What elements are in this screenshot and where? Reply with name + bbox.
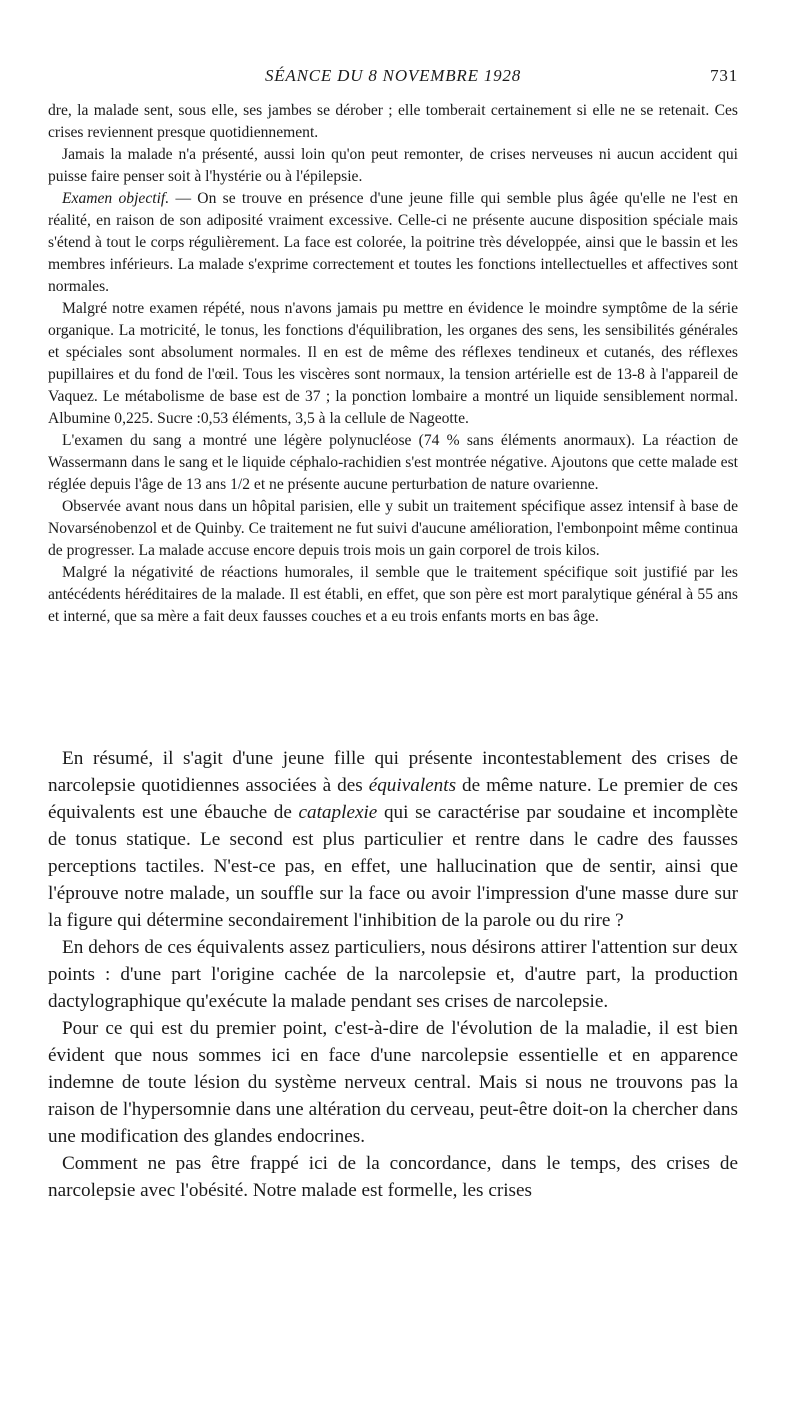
paragraph-neurological-exam: Malgré notre examen répété, nous n'avons jamais pu mettre en évidence le moindre symptôme de la série organique. La motricité, le tonus, les fonctions d'équilibration, les organes des sens, les sensibilités générales et spéciales sont absolument normales. Il en est de même des réflexes tendineux et cutanés, des réflexes pupillaires et du fond de l'œil. Tous les viscères sont normaux, la tension artérielle est de 13-8 à l'appareil de Vaquez. Le métabolisme de base est de 37 ; la ponction lombaire a montré un liquide sensiblement normal. Albumine 0,225. Sucre :0,53 éléments, 3,5 à la cellule de Nageotte. [48, 300, 738, 427]
examination-heading: Examen objectif. [62, 190, 170, 207]
summary-emphasis-equivalents: équivalents [368, 775, 457, 796]
paragraph-heredity: Malgré la négativité de réactions humorales, il semble que le traitement spécifique soit justifié par les antécédents héréditaires de la malade. Il est établi, en effet, que son père est mort paralytique général à 55 ans et interné, que sa mère a fait deux fausses couches et a eu trois enfants morts en bas âge. [48, 564, 738, 625]
paragraph-obesity: Comment ne pas être frappé ici de la concordance, dans le temps, des crises de narcolepsie avec l'obésité. Notre malade est formelle, les crises [48, 1153, 738, 1201]
running-header [48, 66, 738, 90]
summary-text-c: qui se caractérise par soudaine et incomplète de tonus statique. Le second est plus particulier et rentre dans le cadre des fausses perceptions tactiles. N'est-ce pas, en effet, une hallucination que de sentir, ainsi que l'éprouve notre malade, un souffle sur la face ou avoir l'impression d'une masse dure sur la figure qui détermine secondairement l'inhibition de la parole ou du rire ? [48, 802, 739, 931]
paragraph-evolution: Pour ce qui est du premier point, c'est-à-dire de l'évolution de la maladie, il est bien évident que nous sommes ici en face d'une narcolepsie essentielle et en apparence indemne de toute lésion du système nerveux central. Mais si nous ne trouvons pas la raison de l'hypersomnie dans une altération du cerveau, peut-être doit-on la chercher dans une modification des glandes endocrines. [48, 1018, 738, 1147]
paragraph-history: Jamais la malade n'a présenté, aussi loin qu'on peut remonter, de crises nerveuses ni aucun accident qui puisse faire penser soit à l'hystérie ou à l'épilepsie. [48, 146, 738, 185]
discussion-section [48, 745, 738, 1204]
summary-text-b: de même nature. Le premier de ces équivalents est une ébauche de [48, 775, 738, 823]
paragraph-points: En dehors de ces équivalents assez particuliers, nous désirons attirer l'attention sur deux points : d'une part l'origine cachée de la narcolepsie et, d'autre part, la production dactylographique qu'exécute la malade pendant ses crises de narcolepsie. [48, 937, 738, 1012]
paragraph-continuation: dre, la malade sent, sous elle, ses jambes se dérober ; elle tomberait certainement si elle ne se retenait. Ces crises reviennent presque quotidiennement. [48, 102, 738, 141]
paragraph-summary [48, 745, 738, 934]
header-title: SÉANCE DU 8 NOVEMBRE 1928 [264, 66, 522, 85]
paragraph-blood-exam: L'examen du sang a montré une légère polynucléose (74 % sans éléments anormaux). La réaction de Wassermann dans le sang et le liquide céphalo-rachidien s'est montrée négative. Ajoutons que cette malade est réglée depuis l'âge de 13 ans 1/2 et ne présente aucune perturbation de nature ovarienne. [48, 432, 738, 493]
paragraph-examination [48, 188, 738, 298]
paragraph-treatment: Observée avant nous dans un hôpital parisien, elle y subit un traitement spécifique assez intensif à base de Novarsénobenzol et de Quinby. Ce traitement ne fut suivi d'aucune amélioration, l'embonpoint même continua de progresser. La malade accuse encore depuis trois mois un gain corporel de trois kilos. [48, 498, 738, 559]
examination-text: — On se trouve en présence d'une jeune fille qui semble plus âgée qu'elle ne l'est en réalité, en raison de son adiposité vraiment excessive. Celle-ci ne présente aucune disposition spéciale mais s'étend à tout le corps régulièrement. La face est colorée, la poitrine très développée, ainsi que le bassin et les membres inférieurs. La malade s'exprime correctement et toutes les fonctions intellectuelles et affectives sont normales. [48, 190, 738, 295]
summary-text-a: En résumé, il s'agit d'une jeune fille qui présente incontestablement des crises de narcolepsie quotidiennes associées à des [48, 748, 738, 796]
page-number: 731 [710, 66, 738, 85]
case-report-section [48, 100, 738, 628]
summary-emphasis-cataplexie: cataplexie [298, 802, 378, 823]
